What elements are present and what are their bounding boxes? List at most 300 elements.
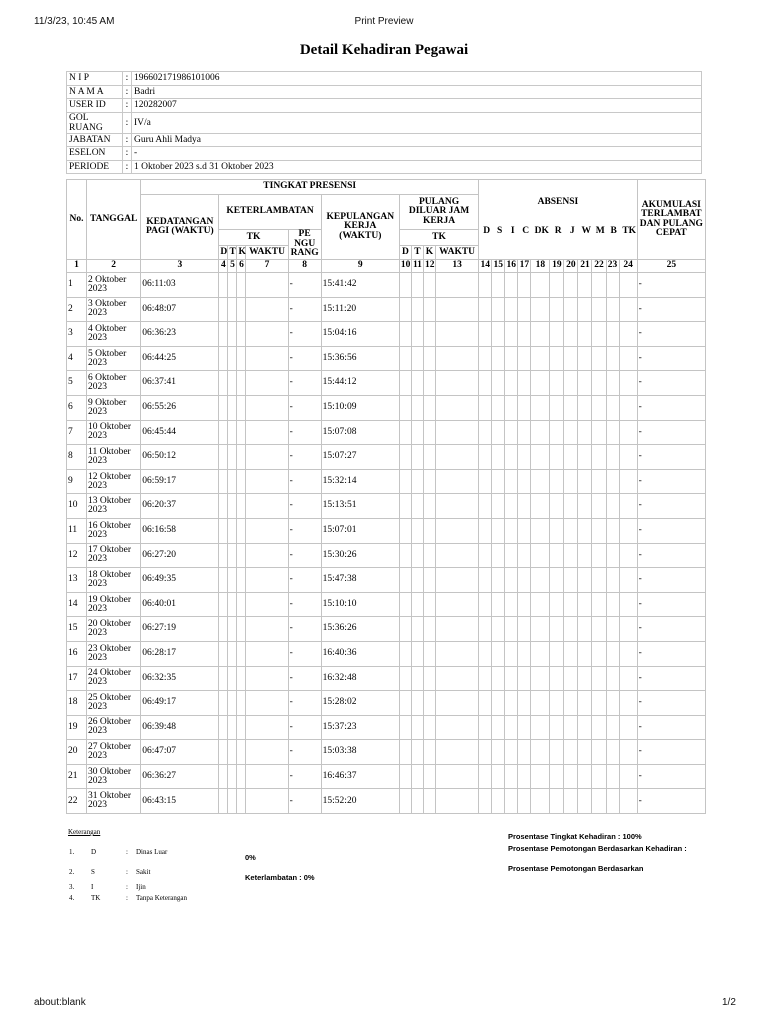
row-no: 13 — [67, 568, 87, 593]
row-empty-cell — [619, 568, 637, 593]
row-empty-cell — [531, 617, 550, 642]
row-empty-cell — [619, 617, 637, 642]
row-empty-cell — [606, 297, 619, 322]
absensi-col-header: C — [522, 226, 530, 237]
row-empty-cell — [531, 764, 550, 789]
row-empty-cell — [237, 764, 246, 789]
table-row — [67, 371, 706, 396]
row-empty-cell — [550, 764, 564, 789]
absensi-col-header: R — [554, 226, 562, 237]
column-number: 9 — [321, 260, 399, 273]
column-number: 12 — [423, 260, 435, 273]
row-empty-cell — [411, 543, 423, 568]
row-empty-cell — [237, 297, 246, 322]
row-empty-cell — [219, 322, 228, 347]
row-empty-cell — [399, 715, 411, 740]
row-empty-cell — [399, 641, 411, 666]
row-empty-cell — [246, 691, 288, 716]
row-empty-cell — [237, 789, 246, 814]
row-empty-cell — [518, 740, 531, 765]
row-pengurang: - — [288, 420, 321, 445]
row-empty-cell — [479, 371, 492, 396]
row-empty-cell — [531, 543, 550, 568]
row-empty-cell — [246, 715, 288, 740]
row-empty-cell — [531, 666, 550, 691]
row-empty-cell — [505, 592, 518, 617]
row-empty-cell — [518, 420, 531, 445]
header-pengurang: PE NGU RANG — [288, 230, 321, 260]
row-empty-cell — [492, 297, 505, 322]
row-tanggal: 9 Oktober 2023 — [87, 395, 141, 420]
table-row — [67, 322, 706, 347]
table-row — [67, 469, 706, 494]
row-empty-cell — [531, 346, 550, 371]
row-akumulasi: - — [637, 715, 705, 740]
column-number: 14 — [479, 260, 492, 273]
row-empty-cell — [411, 395, 423, 420]
row-empty-cell — [578, 691, 592, 716]
row-empty-cell — [435, 691, 478, 716]
row-empty-cell — [505, 617, 518, 642]
column-number: 18 — [531, 260, 550, 273]
info-colon: : — [123, 72, 132, 86]
row-empty-cell — [492, 691, 505, 716]
header-d: D — [219, 246, 228, 260]
row-empty-cell — [505, 789, 518, 814]
info-label: N I P — [67, 72, 123, 86]
row-empty-cell — [479, 420, 492, 445]
row-empty-cell — [505, 494, 518, 519]
row-empty-cell — [619, 789, 637, 814]
table-row — [67, 740, 706, 765]
row-tanggal: 5 Oktober 2023 — [87, 346, 141, 371]
row-no: 8 — [67, 445, 87, 470]
row-empty-cell — [606, 617, 619, 642]
table-row — [67, 789, 706, 814]
row-empty-cell — [564, 543, 578, 568]
absensi-col-header: W — [581, 226, 591, 237]
row-empty-cell — [228, 445, 237, 470]
row-empty-cell — [479, 617, 492, 642]
column-number: 20 — [564, 260, 578, 273]
row-empty-cell — [423, 322, 435, 347]
row-kepulangan: 15:07:08 — [321, 420, 399, 445]
row-empty-cell — [399, 420, 411, 445]
row-akumulasi: - — [637, 346, 705, 371]
row-empty-cell — [518, 273, 531, 298]
row-akumulasi: - — [637, 641, 705, 666]
row-pengurang: - — [288, 518, 321, 543]
summary-keterlambatan: Keterlambatan : 0% — [245, 873, 315, 882]
info-row — [67, 85, 702, 99]
row-empty-cell — [550, 568, 564, 593]
row-empty-cell — [237, 666, 246, 691]
row-empty-cell — [518, 764, 531, 789]
row-empty-cell — [237, 617, 246, 642]
row-tanggal: 23 Oktober 2023 — [87, 641, 141, 666]
row-empty-cell — [578, 297, 592, 322]
absensi-col-header: B — [610, 226, 617, 237]
row-tanggal: 6 Oktober 2023 — [87, 371, 141, 396]
row-empty-cell — [578, 543, 592, 568]
header-kedatangan: KEDATANGAN PAGI (WAKTU) — [141, 195, 219, 260]
row-empty-cell — [228, 666, 237, 691]
row-akumulasi: - — [637, 445, 705, 470]
row-empty-cell — [399, 518, 411, 543]
row-empty-cell — [518, 789, 531, 814]
row-empty-cell — [492, 764, 505, 789]
row-empty-cell — [531, 740, 550, 765]
row-akumulasi: - — [637, 322, 705, 347]
row-empty-cell — [399, 592, 411, 617]
column-number: 16 — [505, 260, 518, 273]
row-empty-cell — [592, 371, 606, 396]
absensi-subheaders — [480, 224, 638, 240]
row-empty-cell — [550, 469, 564, 494]
row-kepulangan: 15:52:20 — [321, 789, 399, 814]
row-empty-cell — [550, 395, 564, 420]
row-empty-cell — [606, 273, 619, 298]
row-tanggal: 27 Oktober 2023 — [87, 740, 141, 765]
row-empty-cell — [505, 420, 518, 445]
page-title: Detail Kehadiran Pegawai — [299, 42, 469, 58]
row-empty-cell — [550, 641, 564, 666]
row-pengurang: - — [288, 617, 321, 642]
row-empty-cell — [423, 420, 435, 445]
row-empty-cell — [492, 420, 505, 445]
row-empty-cell — [606, 494, 619, 519]
header-t-pulang: T — [411, 246, 423, 260]
row-empty-cell — [423, 445, 435, 470]
row-empty-cell — [411, 322, 423, 347]
row-empty-cell — [219, 740, 228, 765]
row-kepulangan: 15:11:20 — [321, 297, 399, 322]
row-empty-cell — [492, 395, 505, 420]
row-empty-cell — [550, 691, 564, 716]
row-no: 2 — [67, 297, 87, 322]
info-label: GOL RUANG — [67, 112, 123, 133]
header-keterlambatan: KETERLAMBATAN — [219, 195, 321, 230]
row-tanggal: 17 Oktober 2023 — [87, 543, 141, 568]
row-empty-cell — [531, 420, 550, 445]
row-empty-cell — [505, 273, 518, 298]
row-empty-cell — [492, 617, 505, 642]
row-empty-cell — [592, 740, 606, 765]
row-empty-cell — [492, 273, 505, 298]
row-empty-cell — [550, 715, 564, 740]
row-empty-cell — [246, 789, 288, 814]
row-empty-cell — [505, 469, 518, 494]
keterangan-num: 4. — [69, 894, 75, 902]
row-empty-cell — [479, 592, 492, 617]
info-value: 196602171986101006 — [132, 72, 702, 86]
row-empty-cell — [505, 740, 518, 765]
row-empty-cell — [399, 617, 411, 642]
row-empty-cell — [578, 764, 592, 789]
row-empty-cell — [479, 543, 492, 568]
table-row — [67, 592, 706, 617]
summary-percent: 0% — [245, 853, 256, 862]
row-pengurang: - — [288, 273, 321, 298]
row-empty-cell — [592, 322, 606, 347]
row-empty-cell — [578, 346, 592, 371]
row-empty-cell — [550, 518, 564, 543]
row-empty-cell — [619, 715, 637, 740]
row-empty-cell — [228, 346, 237, 371]
row-empty-cell — [237, 371, 246, 396]
row-empty-cell — [219, 789, 228, 814]
row-pengurang: - — [288, 691, 321, 716]
row-empty-cell — [492, 346, 505, 371]
row-empty-cell — [592, 518, 606, 543]
row-empty-cell — [619, 764, 637, 789]
row-kedatangan: 06:16:58 — [141, 518, 219, 543]
column-number: 15 — [492, 260, 505, 273]
row-empty-cell — [411, 445, 423, 470]
row-akumulasi: - — [637, 469, 705, 494]
row-empty-cell — [606, 715, 619, 740]
row-empty-cell — [228, 715, 237, 740]
row-akumulasi: - — [637, 420, 705, 445]
info-label: PERIODE — [67, 160, 123, 174]
row-empty-cell — [423, 666, 435, 691]
row-empty-cell — [619, 666, 637, 691]
row-empty-cell — [518, 494, 531, 519]
row-kepulangan: 15:03:38 — [321, 740, 399, 765]
row-empty-cell — [411, 641, 423, 666]
row-empty-cell — [619, 691, 637, 716]
absensi-col-header: M — [595, 226, 605, 237]
row-pengurang: - — [288, 395, 321, 420]
row-no: 17 — [67, 666, 87, 691]
absensi-col-header: S — [497, 226, 503, 237]
column-number: 24 — [619, 260, 637, 273]
row-empty-cell — [550, 494, 564, 519]
row-no: 7 — [67, 420, 87, 445]
row-empty-cell — [246, 666, 288, 691]
row-empty-cell — [435, 543, 478, 568]
row-empty-cell — [219, 617, 228, 642]
row-empty-cell — [505, 715, 518, 740]
row-empty-cell — [411, 740, 423, 765]
row-empty-cell — [606, 518, 619, 543]
row-empty-cell — [505, 764, 518, 789]
row-pengurang: - — [288, 789, 321, 814]
info-colon: : — [123, 133, 132, 147]
row-empty-cell — [423, 346, 435, 371]
row-empty-cell — [531, 445, 550, 470]
row-empty-cell — [606, 592, 619, 617]
row-pengurang: - — [288, 764, 321, 789]
header-no: No. — [67, 180, 87, 260]
row-empty-cell — [578, 666, 592, 691]
row-empty-cell — [619, 420, 637, 445]
row-empty-cell — [505, 322, 518, 347]
row-empty-cell — [228, 494, 237, 519]
keterangan-num: 1. — [69, 848, 75, 856]
info-row — [67, 133, 702, 147]
row-no: 9 — [67, 469, 87, 494]
row-kedatangan: 06:27:19 — [141, 617, 219, 642]
row-empty-cell — [606, 568, 619, 593]
row-empty-cell — [606, 395, 619, 420]
row-pengurang: - — [288, 469, 321, 494]
row-no: 5 — [67, 371, 87, 396]
row-empty-cell — [492, 740, 505, 765]
row-empty-cell — [578, 420, 592, 445]
header-absensi — [479, 180, 637, 260]
column-number: 1 — [67, 260, 87, 273]
row-empty-cell — [399, 273, 411, 298]
row-empty-cell — [550, 789, 564, 814]
row-empty-cell — [550, 592, 564, 617]
row-empty-cell — [564, 273, 578, 298]
row-empty-cell — [578, 740, 592, 765]
row-kedatangan: 06:32:35 — [141, 666, 219, 691]
table-row — [67, 518, 706, 543]
row-empty-cell — [606, 420, 619, 445]
keterangan-colon: : — [126, 894, 128, 902]
table-row — [67, 420, 706, 445]
row-empty-cell — [423, 592, 435, 617]
row-empty-cell — [246, 346, 288, 371]
row-akumulasi: - — [637, 494, 705, 519]
row-empty-cell — [219, 297, 228, 322]
table-row — [67, 691, 706, 716]
info-value: 1 Oktober 2023 s.d 31 Oktober 2023 — [132, 160, 702, 174]
row-empty-cell — [228, 371, 237, 396]
row-tanggal: 16 Oktober 2023 — [87, 518, 141, 543]
row-empty-cell — [399, 297, 411, 322]
row-pengurang: - — [288, 568, 321, 593]
keterangan-desc: Ijin — [136, 883, 146, 891]
print-datetime: 11/3/23, 10:45 AM — [34, 16, 115, 27]
info-value: Badri — [132, 85, 702, 99]
row-empty-cell — [479, 445, 492, 470]
row-empty-cell — [550, 420, 564, 445]
row-tanggal: 11 Oktober 2023 — [87, 445, 141, 470]
row-empty-cell — [578, 617, 592, 642]
row-empty-cell — [564, 395, 578, 420]
row-empty-cell — [592, 666, 606, 691]
row-empty-cell — [578, 641, 592, 666]
row-empty-cell — [228, 641, 237, 666]
row-no: 15 — [67, 617, 87, 642]
row-empty-cell — [246, 740, 288, 765]
row-empty-cell — [423, 740, 435, 765]
header-pulang-diluar: PULANG DILUAR JAM KERJA — [399, 195, 478, 230]
row-empty-cell — [606, 666, 619, 691]
row-empty-cell — [423, 568, 435, 593]
row-tanggal: 25 Oktober 2023 — [87, 691, 141, 716]
row-empty-cell — [435, 273, 478, 298]
row-empty-cell — [219, 395, 228, 420]
table-row — [67, 543, 706, 568]
row-empty-cell — [619, 445, 637, 470]
absensi-col-header: I — [510, 226, 515, 237]
row-tanggal: 18 Oktober 2023 — [87, 568, 141, 593]
row-empty-cell — [246, 568, 288, 593]
row-empty-cell — [518, 715, 531, 740]
row-empty-cell — [479, 518, 492, 543]
row-empty-cell — [518, 445, 531, 470]
row-empty-cell — [492, 715, 505, 740]
row-tanggal: 26 Oktober 2023 — [87, 715, 141, 740]
row-tanggal: 19 Oktober 2023 — [87, 592, 141, 617]
column-number: 22 — [592, 260, 606, 273]
row-empty-cell — [564, 445, 578, 470]
row-empty-cell — [492, 666, 505, 691]
info-value: IV/a — [132, 112, 702, 133]
row-empty-cell — [411, 789, 423, 814]
row-tanggal: 30 Oktober 2023 — [87, 764, 141, 789]
row-empty-cell — [550, 371, 564, 396]
column-number: 7 — [246, 260, 288, 273]
row-empty-cell — [399, 346, 411, 371]
row-empty-cell — [492, 592, 505, 617]
row-empty-cell — [518, 543, 531, 568]
row-akumulasi: - — [637, 666, 705, 691]
row-pengurang: - — [288, 371, 321, 396]
row-empty-cell — [237, 568, 246, 593]
row-empty-cell — [228, 297, 237, 322]
info-value: 120282007 — [132, 99, 702, 113]
row-kepulangan: 15:28:02 — [321, 691, 399, 716]
row-no: 6 — [67, 395, 87, 420]
row-empty-cell — [435, 715, 478, 740]
row-empty-cell — [564, 322, 578, 347]
row-empty-cell — [435, 789, 478, 814]
row-empty-cell — [578, 322, 592, 347]
row-empty-cell — [246, 322, 288, 347]
row-empty-cell — [237, 518, 246, 543]
row-empty-cell — [479, 568, 492, 593]
row-kedatangan: 06:40:01 — [141, 592, 219, 617]
row-kedatangan: 06:44:25 — [141, 346, 219, 371]
row-empty-cell — [435, 346, 478, 371]
column-number: 11 — [411, 260, 423, 273]
row-kepulangan: 16:46:37 — [321, 764, 399, 789]
page-url: about:blank — [34, 997, 86, 1008]
row-kepulangan: 15:04:16 — [321, 322, 399, 347]
row-akumulasi: - — [637, 789, 705, 814]
row-empty-cell — [531, 691, 550, 716]
row-empty-cell — [592, 617, 606, 642]
row-empty-cell — [435, 469, 478, 494]
row-empty-cell — [237, 445, 246, 470]
row-empty-cell — [578, 469, 592, 494]
header-waktu-pulang: WAKTU — [435, 246, 478, 260]
row-no: 16 — [67, 641, 87, 666]
row-kepulangan: 15:07:01 — [321, 518, 399, 543]
row-kepulangan: 15:36:26 — [321, 617, 399, 642]
row-empty-cell — [606, 322, 619, 347]
table-row — [67, 445, 706, 470]
row-empty-cell — [518, 568, 531, 593]
row-tanggal: 24 Oktober 2023 — [87, 666, 141, 691]
row-empty-cell — [550, 322, 564, 347]
keterangan-colon: : — [126, 868, 128, 876]
row-empty-cell — [411, 297, 423, 322]
keterangan-colon: : — [126, 883, 128, 891]
row-empty-cell — [505, 568, 518, 593]
table-row — [67, 666, 706, 691]
row-empty-cell — [479, 641, 492, 666]
row-empty-cell — [578, 395, 592, 420]
row-empty-cell — [228, 395, 237, 420]
row-empty-cell — [411, 273, 423, 298]
row-empty-cell — [578, 273, 592, 298]
